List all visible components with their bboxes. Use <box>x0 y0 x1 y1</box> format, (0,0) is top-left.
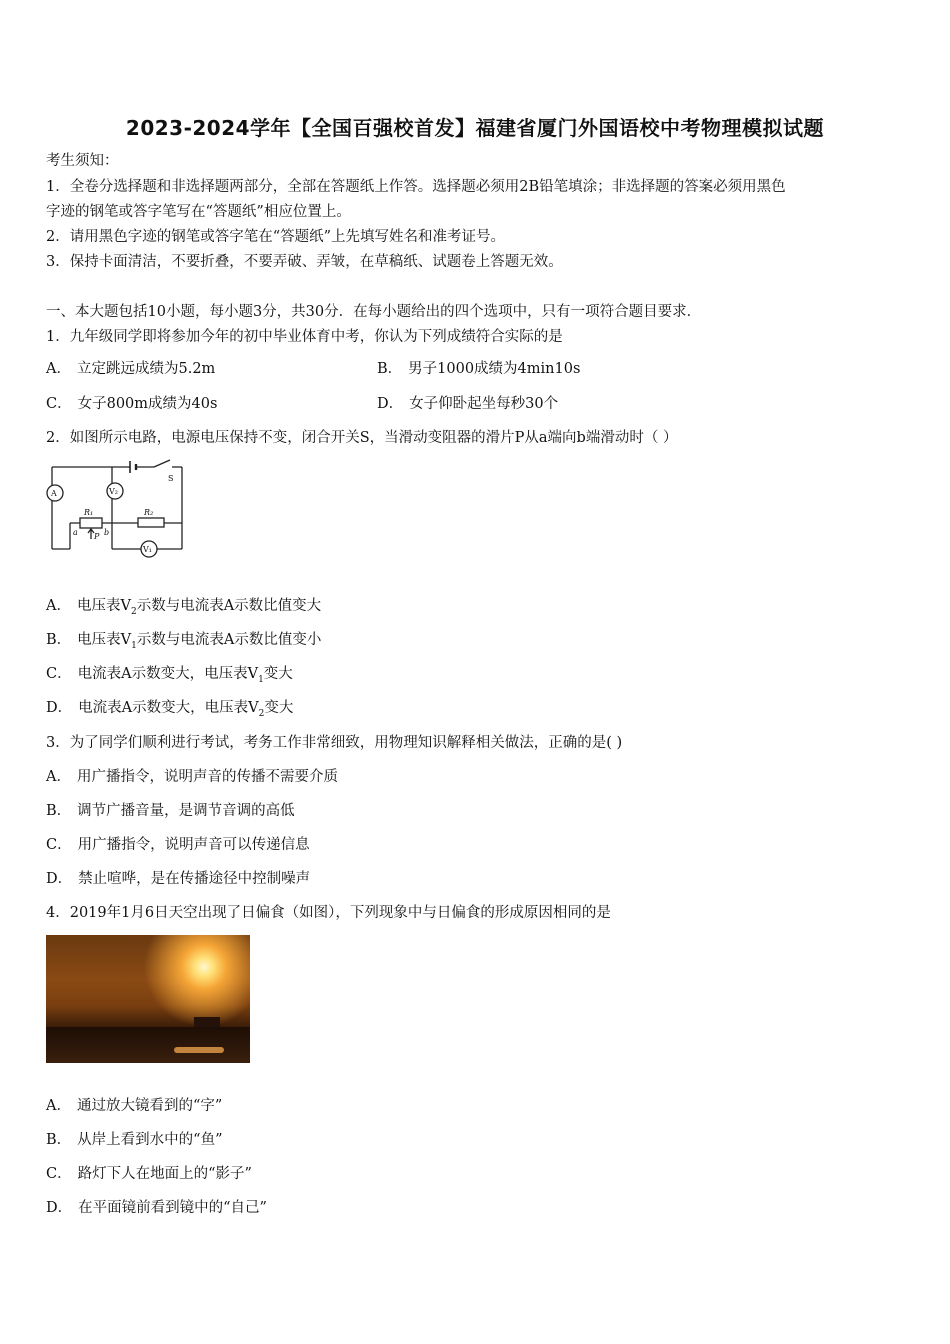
q2-option-c: C． 电流表A示数变大，电压表$V_1$变大 <box>46 666 293 685</box>
q4-option-a: A． 通过放大镜看到的“字” <box>46 1098 223 1114</box>
sun-reflection <box>174 1047 224 1053</box>
v2-label: V₂ <box>109 487 118 496</box>
q4-option-b: B． 从岸上看到水中的“鱼” <box>46 1132 223 1148</box>
section-heading: 一、本大题包括10小题，每小题3分，共30分．在每小题给出的四个选项中，只有一项符合题目要求． <box>46 304 702 320</box>
slider-p-label: P <box>94 532 100 541</box>
q3-option-c: C． 用广播指令，说明声音可以传递信息 <box>46 837 310 853</box>
q3-option-a: A． 用广播指令，说明声音的传播不需要介质 <box>46 769 338 785</box>
ammeter-label: A <box>51 489 57 498</box>
r2-label: R₂ <box>144 508 154 517</box>
notice-heading: 考生须知： <box>46 153 119 169</box>
q3-option-b: B． 调节广播音量，是调节音调的高低 <box>46 803 295 819</box>
question-4-stem: 4．2019年1月6日天空出现了日偏食（如图），下列现象中与日偏食的形成原因相同的是 <box>46 905 611 921</box>
q1-option-b: B． 男子1000成绩为4min10s <box>377 361 581 377</box>
circuit-diagram <box>42 459 192 559</box>
v1-label: V₁ <box>143 545 152 554</box>
q1-option-a: A． 立定跳远成绩为5.2m <box>46 361 216 377</box>
terminal-b-label: b <box>104 528 110 537</box>
notice-item: 2．请用黑色字迹的钢笔或答字笔在“答题纸”上先填写姓名和准考证号。 <box>46 229 506 245</box>
switch-label: S <box>168 474 174 483</box>
question-2-stem: 2．如图所示电路，电源电压保持不变，闭合开关S，当滑动变阻器的滑片P从a端向b端滑动时（ ） <box>46 430 678 446</box>
notice-item: 字迹的钢笔或答字笔写在“答题纸”相应位置上。 <box>46 204 351 220</box>
q2-option-b: B． 电压表$V_1$示数与电流表A示数比值变小 <box>46 632 322 651</box>
notice-item: 1．全卷分选择题和非选择题两部分，全部在答题纸上作答。选择题必须用2B铅笔填涂；非选择题的答案必须用黑色 <box>46 179 786 195</box>
q2-option-a: A． 电压表$V_2$示数与电流表A示数比值变大 <box>46 598 322 617</box>
exam-title: 2023-2024学年【全国百强校首发】福建省厦门外国语校中考物理模拟试题 <box>125 116 825 140</box>
notice-item: 3．保持卡面清洁，不要折叠，不要弄破、弄皱，在草稿纸、试题卷上答题无效。 <box>46 254 563 270</box>
terminal-a-label: a <box>73 528 78 537</box>
q4-option-c: C． 路灯下人在地面上的“影子” <box>46 1166 252 1182</box>
r1-label: R₁ <box>84 508 94 517</box>
q3-option-d: D． 禁止喧哗，是在传播途径中控制噪声 <box>46 871 311 887</box>
question-1-stem: 1．九年级同学即将参加今年的初中毕业体育中考，你认为下列成绩符合实际的是 <box>46 329 563 345</box>
partial-eclipse-photo <box>46 935 250 1063</box>
q4-option-d: D． 在平面镜前看到镜中的“自己” <box>46 1200 267 1216</box>
question-3-stem: 3．为了同学们顺利进行考试，考务工作非常细致，用物理知识解释相关做法，正确的是( ) <box>46 735 623 751</box>
q1-option-d: D． 女子仰卧起坐每秒30个 <box>377 396 559 412</box>
q2-option-d: D． 电流表A示数变大，电压表$V_2$变大 <box>46 700 294 719</box>
ground-silhouette <box>46 1027 250 1063</box>
q1-option-c: C． 女子800m成绩为40s <box>46 396 218 412</box>
